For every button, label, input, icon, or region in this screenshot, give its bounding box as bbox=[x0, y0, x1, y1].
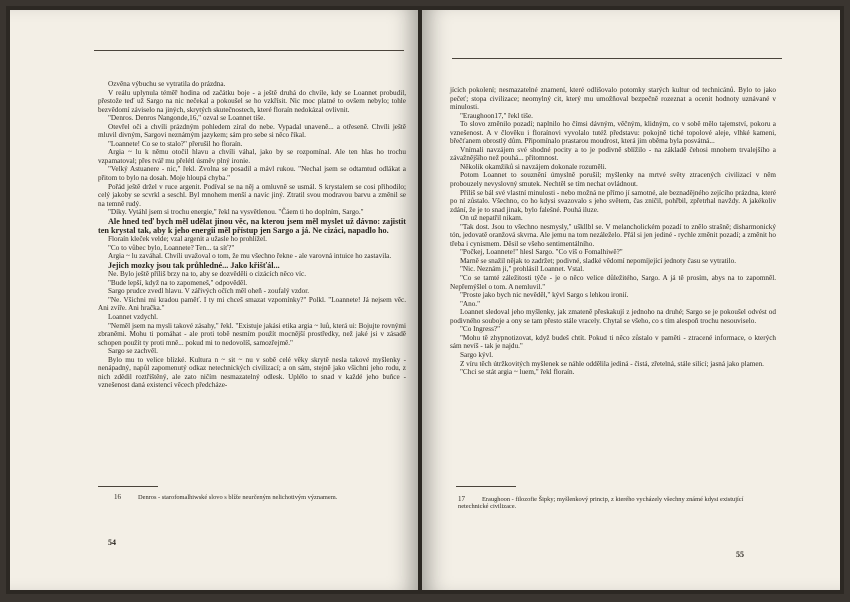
paragraph: Potom Loannet to souznění úmyslně porušil; myšlenky na mrtvé světy ztracených civilizací v něm probouzely nevyslovný smutek. Nechtěl se tím nechat ovládnout. bbox=[450, 171, 776, 189]
paragraph: Ozvěna výbuchu se vytratila do prázdna. bbox=[108, 80, 226, 88]
paragraph: Marně se snažil nějak to zadržet; podivné, sladké vědomí nepomíjející jednoty času se vytratilo. bbox=[460, 256, 737, 265]
left-body-text bbox=[98, 80, 406, 390]
emphasized-paragraph: Jejich mozky jsou tak průhledné... Jako křišťál... bbox=[108, 260, 280, 270]
emphasized-paragraph: Ale hned teď bych měl udělat jinou věc, na kterou jsem měl myslet už dávno: zajistit ten krystal tak, aby k jeho energii měl přístup jen Sargo a já. Ne cizáci, napadlo ho. bbox=[98, 216, 406, 236]
paragraph: "Proste jako bych nic nevěděl," kývl Sargo s lehkou ironií. bbox=[460, 291, 629, 300]
paragraph: Vnímali navzájem své shodné pocity a to je podivně sblížilo - na základě čehosi mnohem trvalejšího a závažnějšího než pouhá... přítomnost. bbox=[450, 145, 776, 163]
paragraph: Otevřel oči a chvíli prázdným pohledem zíral do nebe. Vypadal unaveně... a otřeseně. Chvíli ještě mluvil divným, Sargovi neznámým jazykem; sám pro sebe si něco říkal. bbox=[98, 122, 406, 140]
paragraph: Bylo mu to velice blízké. Kultura n ~ sit ~ nu v sobě celé věky skrytě nesla takové myšlenky - nenápadný, napůl zapomenutý odkaz netechnických civilizací; a on sám, stejně jako všichni jeho rodu, z nich zdědil roztříštěný, ale zato ničím nesmazatelný odlesk. Uplélo to snad v každé jeho buňce - vznešenost daná existencí věcech předcháze- bbox=[98, 355, 406, 390]
right-footnote bbox=[458, 496, 758, 511]
paragraph: V reálu uplynula téměř hodina od začátku boje - a ještě druhá do chvíle, kdy se Loannet probudil, přestože teď už Sargo na nic nečekal a pokoušel se ho vzkřísit. Nic moc platné to ovšem nebylo; tohle bezvědomí záviselo na jiných, skrytých skutečnostech, které floraín nedokázal ovlivnit. bbox=[98, 88, 406, 114]
right-body-text bbox=[450, 86, 776, 377]
paragraph: "Velký Astuanere - nic," řekl. Zvolna se posadil a mávl rukou. "Nechal jsem se odtamtud odlákat a přitom to bylo na dosah. Moje hloupá chyba." bbox=[98, 165, 406, 183]
footnote-rule bbox=[456, 486, 516, 487]
paragraph: "Díky. Vytáhl jsem si trochu energie," řekl na vysvětlenou. "Čáem ti ho doplním, Sargo." bbox=[108, 208, 364, 217]
paragraph: Loannet vzdychl. bbox=[108, 313, 158, 322]
paragraph: "Chci se stát argia ~ luem," řekl floraín. bbox=[460, 368, 575, 377]
header-rule bbox=[94, 50, 404, 51]
paragraph: Loannet sledoval jeho myšlenky, jak zmateně přeskakují z jednoho na druhé; Sargo se je pokoušel odvést od podivného souboje a ony se tam přesto stále vracely. Chytal se všeho, co s tím alespoň trochu nesouviselo. bbox=[450, 308, 776, 325]
right-page bbox=[422, 10, 840, 590]
paragraph: Argia ~ lu zaváhal. Chvíli uvažoval o tom, že mu všechno řekne - ale varovná intuice ho zastavila. bbox=[108, 252, 392, 261]
paragraph: Příliš se bál své vlastní minulosti - nebo možná ne přímo jí samotné, ale beznadějného zejícího prázdna, které po ní zůstalo. Všechno, co ho kdysi svazovalo s jeho světem, čas zničil, pohřbil, zpřetrhal navždy. A jakékoliv zdání, že je to snad jinak, bylo falešné. Pouhá iluze. bbox=[450, 188, 776, 214]
left-footnote bbox=[114, 494, 404, 501]
paragraph: "Mohu tě zhypnotizovat, když budeš chtít. Pokud ti něco zůstalo v paměti - ztracené informace, o kterých sám nevíš - tak je najdu." bbox=[450, 333, 776, 351]
paragraph: Argia ~ lu k němu otočil hlavu a chvíli váhal, jako by se rozpomínal. Ale ten hlas ho trochu vzpamatoval; přes tvář mu přelétl úsměv plný ironie. bbox=[98, 148, 406, 165]
paragraph: "Co to vůbec bylo, Loannete? Ten... ta síť?" bbox=[108, 243, 235, 252]
paragraph: "Loannete! Co se to stalo?" přerušil ho floraín. bbox=[108, 139, 243, 148]
paragraph: To slovo změnilo pozadí; naplnilo ho čímsi dávným, věčným, klidným, co v sobě mělo tajemství, pokoru a vznešenost. A v člověku i floraínovi vyvolalo tutéž představu: pokojně tiché topolové aleje, vlhké kameni, břečťanem obrostlý dům. Připomínalo prastarou moudrost, která jim oběma byla posvátná... bbox=[450, 120, 776, 146]
paragraph: "Tak dost. Jsou to všechno nesmysly," uškllbl se. V melancholickém pozadí to znělo strašně; disharmonický tón, jedovatě oranžová skvrna. Ale jemu na tom nezáleželo. Přál si jen jediné - rychle změnit pozadí; a změnit ho třeba i cynismem. Děsil se všeho sentimentálního. bbox=[450, 222, 776, 248]
page-number: 55 bbox=[736, 550, 744, 559]
paragraph: "Co se tamté záležitosti týče - je o něco velice důležitého, Sargo. A já tě prosím, abys na to zapomněl. Nepřemýšlel o tom. A nemluvil." bbox=[450, 274, 776, 291]
paragraph: "Ne. Všichni mi kradou paměť. I ty mi chceš smazat vzpomínky?" Polkl. "Loannete! Já nejsem věc. Ani zvíře. Ani hračka." bbox=[98, 295, 406, 313]
header-rule bbox=[452, 58, 782, 59]
left-page bbox=[10, 10, 418, 590]
paragraph: Sargo se zachvěl. bbox=[108, 347, 158, 356]
paragraph: Floraín kleček velde; vzal argenit a užasle ho prohlížel. bbox=[108, 235, 267, 244]
book-spread bbox=[6, 6, 844, 594]
footnote-number: 16 bbox=[114, 493, 121, 501]
paragraph: Z víru těch útržkovitých myšlenek se náhle oddělila jediná - čistá, zřetelná, stále silící; jasná jako plamen. bbox=[460, 359, 764, 368]
paragraph: Pořád ještě držel v ruce argenit. Podíval se na něj a omluvně se usmál. S krystalem se cosi přihodilo; celý jakoby se scvrkl a seschl. Byl mnohem menší a navíc jiný. Ztratil svou modravou barvu a změnil se na temně rudý. bbox=[98, 182, 406, 208]
paragraph: Sargo prudce zvedl hlavu. V zářivých očích měl oheň - zoufalý vzdor. bbox=[108, 287, 309, 296]
paragraph: Sargo kývl. bbox=[460, 350, 494, 359]
paragraph: "Eraughoon17," řekl tiše. bbox=[460, 111, 533, 120]
footnote-text: Denros - starofomalhiwské slovo s blíže neurčeným nelichotivým významem. bbox=[138, 494, 338, 501]
paragraph: Několik okamžiků si navzájem dokonale rozuměli. bbox=[460, 162, 607, 171]
paragraph: "Nic. Neznám ji," prohlásil Loannet. Vstal. bbox=[460, 265, 585, 274]
paragraph: "Denros. Denros Nangonde,16," ozval se Loannet tiše. bbox=[108, 114, 266, 123]
paragraph: "Ano." bbox=[460, 299, 481, 308]
paragraph: "Bude lepší, když na to zapomeneš," odpověděl. bbox=[108, 278, 248, 287]
paragraph: Ne. Bylo ještě příliš brzy na to, aby se dozvěděli o cizácích něco víc. bbox=[108, 270, 306, 279]
paragraph: jících pokolení; nesmazatelné znamení, které odlišovalo potomky starých kultur od technicánů. Bylo to jako pečeť; stopa civilizace; neomylný cit, který mu umožňoval bezpečně rozeznat a ocenit hodnoty uznávané v minulosti. bbox=[450, 86, 776, 112]
page-number: 54 bbox=[108, 538, 116, 547]
paragraph: "Co Ingress?" bbox=[460, 325, 501, 334]
paragraph: "Neměl jsem na mysli takové zásahy," řekl. "Existuje jakási etika argia ~ luů, která ui: Bojujte rovnými zbraněmi. Mohu ti pomáhat - ale proti tobě nesmím použít mocnější prostředky, než jaké jsi v zásadě schopen použít ty proti mně... pokud mi to nedovolíš, samozřejmě." bbox=[98, 321, 406, 347]
footnote-number: 17 bbox=[458, 495, 465, 503]
footnote-text: Eraughoon - filozofie Šipky; myšlenkový princip, z kterého vycházely všechny známé kdysi existující netechnické civilizace. bbox=[458, 496, 744, 511]
footnote-rule bbox=[98, 486, 158, 487]
paragraph: "Počkej, Loannete!" hlesl Sargo. "Co víš o Fomalhiwě?" bbox=[460, 248, 623, 257]
paragraph: On už nepatřil nikam. bbox=[460, 214, 523, 223]
